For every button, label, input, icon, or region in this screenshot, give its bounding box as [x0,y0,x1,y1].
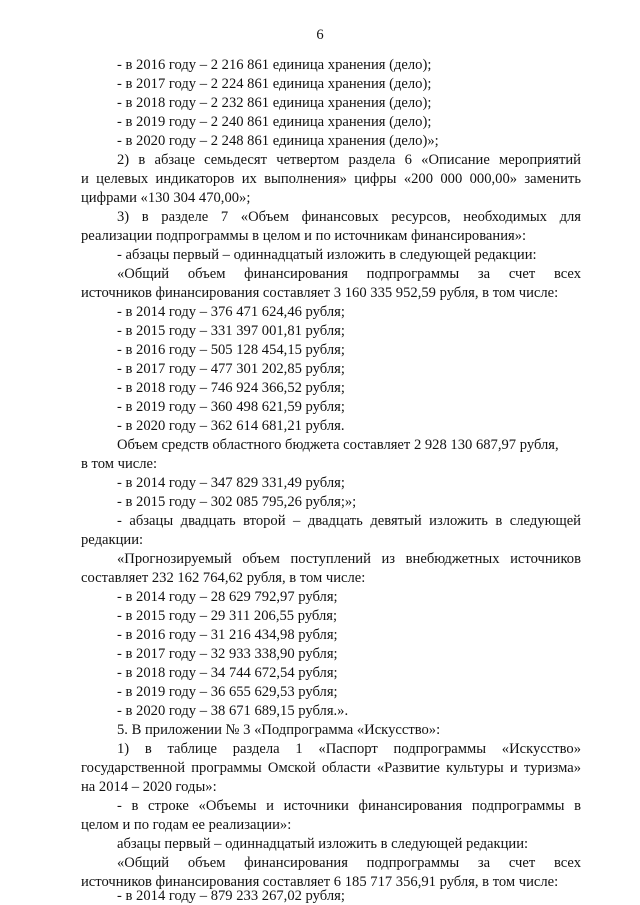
text-line: редакции: [81,532,144,548]
page-number: 6 [316,27,324,43]
text-line: целом и по годам ее реализации»: [81,817,292,833]
text-line: цифрами «130 304 470,00»; [81,190,251,206]
text-line: - в 2020 году – 2 248 861 единица хранения (дело)»; [117,133,439,149]
text-line: - в 2020 году – 38 671 689,15 рубля.». [117,703,349,719]
text-line: «Общий объем финансирования подпрограммы за счет всех [117,855,581,871]
text-line: источников финансирования составляет 6 185 717 356,91 рубля, в том числе: [81,874,559,890]
text-line: - в 2014 году – 28 629 792,97 рубля; [117,589,338,605]
text-line: абзацы первый – одиннадцатый изложить в следующей редакции: [117,836,529,852]
text-line: - в 2016 году – 505 128 454,15 рубля; [117,342,345,358]
text-line: - в 2017 году – 477 301 202,85 рубля; [117,361,345,377]
text-line: - в 2019 году – 2 240 861 единица хранения (дело); [117,114,432,130]
text-line: 2) в абзаце семьдесят четвертом раздела 6 «Описание мероприятий [117,152,581,168]
text-line: - в 2014 году – 879 233 267,02 рубля; [117,888,345,904]
text-line: 1) в таблице раздела 1 «Паспорт подпрограммы «Искусство» [117,741,581,757]
text-line: 5. В приложении № 3 «Подпрограмма «Искусство»: [117,722,441,738]
text-line: - в 2018 году – 746 924 366,52 рубля; [117,380,345,396]
text-line: - в 2017 году – 2 224 861 единица хранения (дело); [117,76,432,92]
text-line: «Общий объем финансирования подпрограммы за счет всех [117,266,581,282]
text-line: - в 2014 году – 376 471 624,46 рубля; [117,304,345,320]
text-line: реализации подпрограммы в целом и по источникам финансирования»: [81,228,527,244]
text-line: - в строке «Объемы и источники финансирования подпрограммы в [117,798,581,814]
text-line: - в 2015 году – 29 311 206,55 рубля; [117,608,338,624]
text-line: на 2014 – 2020 годы»: [81,779,217,795]
text-line: - в 2015 году – 331 397 001,81 рубля; [117,323,345,339]
text-line: - в 2016 году – 31 216 434,98 рубля; [117,627,338,643]
text-line: составляет 232 162 764,62 рубля, в том числе: [81,570,366,586]
text-line: в том числе: [81,456,158,472]
text-line: - в 2018 году – 34 744 672,54 рубля; [117,665,338,681]
text-line: - в 2020 году – 362 614 681,21 рубля. [117,418,345,434]
text-line: - в 2014 году – 347 829 331,49 рубля; [117,475,345,491]
text-line: «Прогнозируемый объем поступлений из внебюджетных источников [117,551,581,567]
text-line: - абзацы двадцать второй – двадцать девятый изложить в следующей [117,513,581,529]
text-line: - в 2018 году – 2 232 861 единица хранения (дело); [117,95,432,111]
text-line: - в 2019 году – 36 655 629,53 рубля; [117,684,338,700]
text-line: - в 2017 году – 32 933 338,90 рубля; [117,646,338,662]
text-line: государственной программы Омской области «Развитие культуры и туризма» [81,760,581,776]
text-line: источников финансирования составляет 3 160 335 952,59 рубля, в том числе: [81,285,559,301]
text-line: - в 2015 году – 302 085 795,26 рубля;»; [117,494,357,510]
text-line: - в 2016 году – 2 216 861 единица хранения (дело); [117,57,432,73]
text-line: 3) в разделе 7 «Объем финансовых ресурсов, необходимых для [117,209,581,225]
text-line: и целевых индикаторов их выполнения» цифры «200 000 000,00» заменить [81,171,581,187]
text-line: Объем средств областного бюджета составляет 2 928 130 687,97 рубля, [117,437,559,453]
text-line: - абзацы первый – одиннадцатый изложить в следующей редакции: [117,247,537,263]
text-line: - в 2019 году – 360 498 621,59 рубля; [117,399,345,415]
